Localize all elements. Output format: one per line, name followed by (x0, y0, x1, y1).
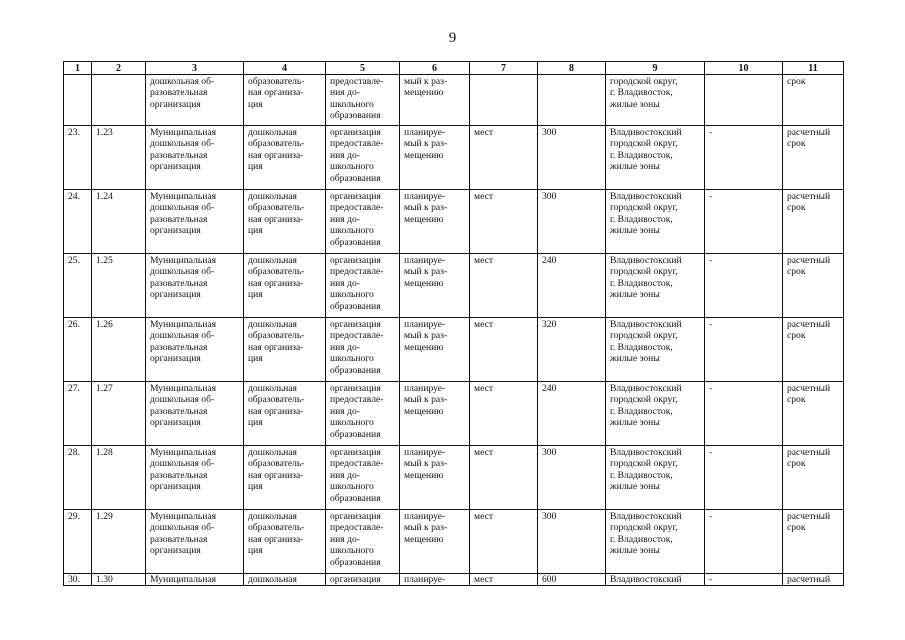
table-cell: дошкольная образователь- ная организа- ция (244, 446, 326, 510)
table-row (64, 190, 844, 254)
table-cell (470, 75, 538, 126)
table-cell: Владивостокский городской округ, г. Владивосток, жилые зоны (606, 446, 705, 510)
table-cell: образователь- ная организа- ция (244, 75, 326, 126)
table-cell: мест (470, 126, 538, 190)
table-cell: планируе- мый к раз- мещению (400, 318, 470, 382)
table-cell: 1.26 (92, 318, 146, 382)
table-cell: Муниципальная дошкольная об- разовательная организация (146, 318, 244, 382)
table-cell: 1.24 (92, 190, 146, 254)
table-cell: мест (470, 574, 538, 586)
table-row (64, 446, 844, 510)
table-cell: 1.25 (92, 254, 146, 318)
table-cell: планируе- мый к раз- мещению (400, 446, 470, 510)
table-cell: расчетный срок (783, 446, 844, 510)
table-cell: дошкольная образователь- ная организа- ция (244, 126, 326, 190)
table-cell: мест (470, 254, 538, 318)
column-header: 4 (244, 62, 326, 75)
table-cell (92, 75, 146, 126)
table-cell (64, 75, 92, 126)
table-cell: 28. (64, 446, 92, 510)
column-header: 7 (470, 62, 538, 75)
table-cell: Муниципальная дошкольная об- разовательная организация (146, 254, 244, 318)
table-cell: планируе- мый к раз- мещению (400, 126, 470, 190)
table-cell: дошкольная об- разовательная организация (146, 75, 244, 126)
table-cell: дошкольная образователь- ная организа- ция (244, 382, 326, 446)
table-cell: Владивостокский городской округ, г. Владивосток, жилые зоны (606, 510, 705, 574)
table-cell: дошкольная образователь- ная организа- ция (244, 318, 326, 382)
table-cell: планируе- (400, 574, 470, 586)
table-cell: 1.27 (92, 382, 146, 446)
table-cell: дошкольная образователь- ная организа- ция (244, 254, 326, 318)
table-cell: срок (783, 75, 844, 126)
table-cell: Муниципальная дошкольная об- разовательная организация (146, 446, 244, 510)
data-table (63, 61, 844, 586)
table-cell: организация предоставле- ния до- школьного образования (326, 446, 400, 510)
table-cell: Владивостокский городской округ, г. Владивосток, жилые зоны (606, 126, 705, 190)
table-cell: 320 (538, 318, 606, 382)
table-cell: дошкольная (244, 574, 326, 586)
table-cell: 240 (538, 382, 606, 446)
column-header: 5 (326, 62, 400, 75)
table-cell: Владивостокский городской округ, г. Владивосток, жилые зоны (606, 190, 705, 254)
table-cell: - (705, 318, 783, 382)
table-cell: планируе- мый к раз- мещению (400, 382, 470, 446)
continuation-row (64, 75, 844, 126)
table-cell (538, 75, 606, 126)
table-row (64, 382, 844, 446)
header-row (64, 62, 844, 75)
column-header: 6 (400, 62, 470, 75)
table-cell (705, 75, 783, 126)
table-cell: организация (326, 574, 400, 586)
table-cell: 1.30 (92, 574, 146, 586)
table-cell: 240 (538, 254, 606, 318)
table-cell: 300 (538, 510, 606, 574)
table-cell: Владивостокский городской округ, г. Владивосток, жилые зоны (606, 254, 705, 318)
table-cell: Владивостокский городской округ, г. Владивосток, жилые зоны (606, 382, 705, 446)
table-cell: организация предоставле- ния до- школьного образования (326, 510, 400, 574)
table-cell: мый к раз- мещению (400, 75, 470, 126)
table-cell: 26. (64, 318, 92, 382)
table-cell: организация предоставле- ния до- школьного образования (326, 190, 400, 254)
table-cell: дошкольная образователь- ная организа- ция (244, 510, 326, 574)
table-cell: расчетный срок (783, 126, 844, 190)
table-cell: 23. (64, 126, 92, 190)
table-cell: 25. (64, 254, 92, 318)
table-cell: Муниципальная (146, 574, 244, 586)
table-cell: мест (470, 382, 538, 446)
table-cell: мест (470, 510, 538, 574)
table-cell: Муниципальная дошкольная об- разовательная организация (146, 190, 244, 254)
table-row (64, 574, 844, 586)
table-cell: - (705, 190, 783, 254)
table-cell: - (705, 254, 783, 318)
table-cell: Муниципальная дошкольная об- разовательная организация (146, 382, 244, 446)
table-cell: 1.23 (92, 126, 146, 190)
table-cell: расчетный срок (783, 254, 844, 318)
table-cell: планируе- мый к раз- мещению (400, 254, 470, 318)
table-cell: организация предоставле- ния до- школьного образования (326, 126, 400, 190)
column-header: 9 (606, 62, 705, 75)
table-row (64, 318, 844, 382)
column-header: 11 (783, 62, 844, 75)
table-cell: - (705, 382, 783, 446)
table-row (64, 254, 844, 318)
table-cell: Владивостокский городской округ, г. Владивосток, жилые зоны (606, 318, 705, 382)
table-cell: Муниципальная дошкольная об- разовательная организация (146, 126, 244, 190)
table-cell: 600 (538, 574, 606, 586)
table-cell: расчетный срок (783, 318, 844, 382)
table-cell: - (705, 126, 783, 190)
table-row (64, 510, 844, 574)
table-cell: дошкольная образователь- ная организа- ция (244, 190, 326, 254)
table-cell: расчетный срок (783, 510, 844, 574)
table-cell: 300 (538, 126, 606, 190)
table-cell: 27. (64, 382, 92, 446)
table-cell: мест (470, 190, 538, 254)
table-cell: 29. (64, 510, 92, 574)
table-cell: планируе- мый к раз- мещению (400, 190, 470, 254)
table-cell: Муниципальная дошкольная об- разовательная организация (146, 510, 244, 574)
table-cell: расчетный срок (783, 382, 844, 446)
page-number: 9 (448, 30, 457, 46)
table-cell: - (705, 446, 783, 510)
table-cell: мест (470, 318, 538, 382)
table-cell: - (705, 510, 783, 574)
table-cell: организация предоставле- ния до- школьного образования (326, 382, 400, 446)
table-cell: предоставле- ния до- школьного образования (326, 75, 400, 126)
table-row (64, 126, 844, 190)
table-cell: организация предоставле- ния до- школьного образования (326, 254, 400, 318)
table-cell: 24. (64, 190, 92, 254)
table-cell: организация предоставле- ния до- школьного образования (326, 318, 400, 382)
column-header: 2 (92, 62, 146, 75)
column-header: 3 (146, 62, 244, 75)
table-cell: расчетный срок (783, 190, 844, 254)
table-cell: мест (470, 446, 538, 510)
table-cell: 1.29 (92, 510, 146, 574)
table-cell: планируе- мый к раз- мещению (400, 510, 470, 574)
table-cell: 300 (538, 446, 606, 510)
table-cell: 300 (538, 190, 606, 254)
table-cell: расчетный (783, 574, 844, 586)
table-cell: городской округ, г. Владивосток, жилые зоны (606, 75, 705, 126)
table-cell: 30. (64, 574, 92, 586)
table-cell: 1.28 (92, 446, 146, 510)
column-header: 1 (64, 62, 92, 75)
table-cell: Владивостокский (606, 574, 705, 586)
column-header: 10 (705, 62, 783, 75)
column-header: 8 (538, 62, 606, 75)
table-cell: - (705, 574, 783, 586)
